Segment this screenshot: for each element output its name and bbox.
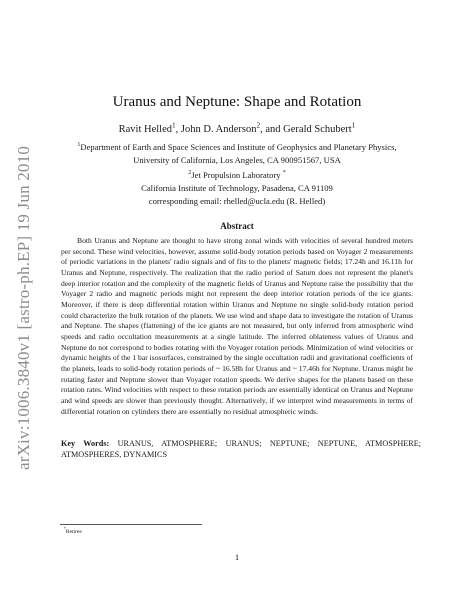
keywords-text: URANUS, ATMOSPHERE; URANUS; NEPTUNE; NEPTUNE, ATMOSPHERE; ATMOSPHERES, DYNAMICS: [61, 439, 422, 459]
abstract-text: Both Uranus and Neptune are thought to have strong zonal winds with velocities of several hundred meters per second. These wind velocities, however, assume solid-body rotation periods based on Voyager 2 measurements of periodic variations in the planets' radio signals and of fits to the planets' magnetic fields; 17.24h and 16.11h for Uranus and Neptune, respectively. The realization that the radio period of Saturn does not represent the planet's deep interior rotation and the complexity of the magnetic fields of Uranus and Neptune raise the possibility that the Voyager 2 radio and magnetic periods might not represent the deep interior rotation periods of the ice giants. Moreover, if there is deep differential rotation within Uranus and Neptune no single solid-body rotation period could characterize the bulk rotation of the planets. We use wind and shape data to investigate the rotation of Uranus and Neptune. The shapes (flattening) of the ice giants are not measured, but only inferred from atmospheric wind speeds and radio occultation measurements at a single latitude. The inferred oblateness values of Uranus and Neptune do not correspond to bodies rotating with the Voyager rotation periods. Minimization of wind velocities or dynamic heights of the 1 bar isosurfaces, constrained by the single occultation radii and gravitational coefficients of the planets, leads to solid-body rotation periods of ~ 16.58h for Uranus and ~ 17.46h for Neptune. Uranus might be rotating faster and Neptune slower than Voyager rotation speeds. We derive shapes for the planets based on these rotation rates. Wind velocities with respect to these rotation periods are essentially identical on Uranus and Neptune and wind speeds are slower than previously thought. Alternatively, if we interpret wind measurements in terms of differential rotation on cylinders there are essentially no residual atmospheric winds.: [61, 236, 413, 416]
arxiv-identifier-stamp: arXiv:1006.3840v1 [astro-ph.EP] 19 Jun 2010: [14, 145, 33, 470]
page-number: 1: [234, 552, 240, 562]
affiliation-mark: 2: [188, 170, 192, 177]
author-affiliation-mark: 1: [172, 120, 176, 130]
affiliation-1-line-2: University of California, Los Angeles, CA 900951567, USA: [133, 155, 341, 165]
affiliation-2-line-2: California Institute of Technology, Pasadena, CA 91109: [141, 183, 333, 193]
author-list: [0, 120, 474, 135]
keywords-label: Key Words:: [61, 439, 110, 448]
author-affiliation-mark: 2: [256, 120, 261, 130]
footnote-text: Retiree: [65, 529, 82, 535]
footnote-mark: *: [64, 527, 66, 532]
affiliation-text: Department of Earth and Space Sciences and Institute of Geophysics and Planetary Physics,: [80, 142, 397, 152]
affiliation-1-line-1: [0, 142, 474, 152]
author-name: , and Gerald Schubert: [260, 124, 352, 135]
paper-title: Uranus and Neptune: Shape and Rotation: [112, 94, 362, 110]
affiliation-text: Jet Propulsion Laboratory: [191, 170, 281, 180]
affiliation-2-line-1: [0, 170, 474, 180]
author-affiliation-mark: 1: [351, 120, 356, 130]
footnote-divider: [60, 524, 202, 525]
affiliation-mark: 1: [77, 142, 81, 149]
abstract-heading: Abstract: [220, 221, 254, 231]
corresponding-email: corresponding email: rhelled@ucla.edu (R. Helled): [148, 196, 326, 206]
author-name: Ravit Helled: [118, 124, 172, 135]
footnote-star-mark: *: [282, 170, 286, 177]
author-name: , John D. Anderson: [175, 124, 257, 135]
footnote: [64, 529, 82, 535]
keywords-section: [61, 438, 421, 460]
